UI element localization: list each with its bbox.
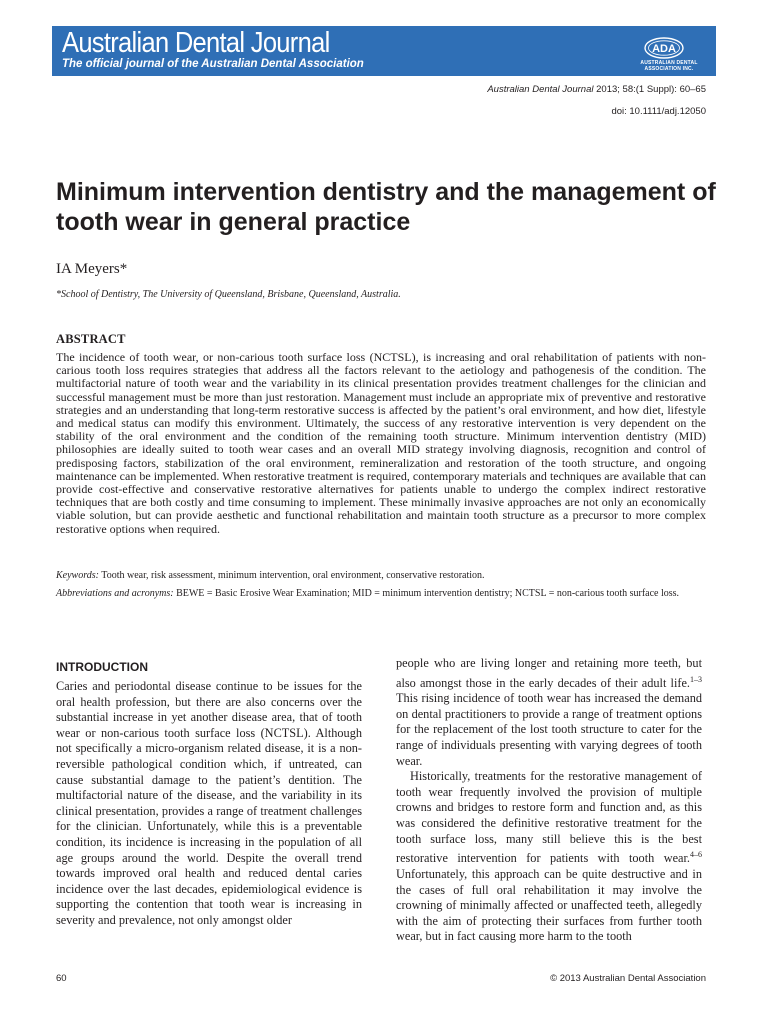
citation-ref-4-6[interactable]: 4–6 [690,850,702,860]
author: IA Meyers* [56,261,128,277]
doi[interactable]: doi: 10.1111/adj.12050 [611,106,706,117]
abbreviations-text: BEWE = Basic Erosive Wear Examination; MID = minimum intervention dentistry; NCTSL = non-carious tooth surface loss. [173,588,680,599]
citation-details: 2013; 58:(1 Suppl): 60–65 [593,84,706,95]
keywords-text: Tooth wear, risk assessment, minimum intervention, oral environment, conservative restoration. [98,570,485,581]
page-number: 60 [56,973,67,984]
citation-line [487,84,706,95]
intro-paragraph-3 [396,769,702,945]
abstract-text: The incidence of tooth wear, or non-carious tooth surface loss (NCTSL), is increasing and oral rehabilitation of patients with non-carious tooth loss requires strategies that address all the factors relevant to the aetiology and pathogenesis of the condition. The multifactorial nature of tooth wear and the variability in its clinical presentation provides treatment challenges for the clinician and successful management must be more than just restoration. Management must include an appropriate mix of preventive and restorative strategies and an understanding that long-term restorative success is affected by the patient’s oral environment, and how diet, lifestyle and medical status can modify this environment. Ultimately, the success of any restorative intervention is very dependent on the stability of the oral environment and the condition of the remaining tooth structure. Minimum intervention dentistry (MID) philosophies are ideally suited to tooth wear cases and an overall MID strategy involving diagnosis, recognition and control of predisposing factors, stabilization of the oral environment, remineralization and restoration of the tooth structure, and ongoing maintenance can be implemented. When restorative treatment is required, contemporary materials and techniques are available that can provide cost-effective and conservative restorative alternatives for patients unable to undergo the complex indirect restorative techniques that are both costly and time consuming to implement. These minimally invasive approaches are not only an economically viable solution, but can provide aesthetic and functional rehabilitation and maintain tooth structure as a precursor to more complex restorative options when required. [56,350,706,536]
journal-tagline: The official journal of the Australian Dental Association [62,58,364,70]
introduction-heading: INTRODUCTION [56,660,148,674]
abstract-heading: ABSTRACT [56,332,126,346]
citation-journal: Australian Dental Journal [487,84,594,95]
article-title: Minimum intervention dentistry and the management of tooth wear in general practice [56,178,716,236]
ada-logo [636,37,700,71]
abbreviations-label: Abbreviations and acronyms: [56,588,174,599]
journal-name: Australian Dental Journal [62,27,330,59]
citation-ref-1-3[interactable]: 1–3 [690,674,702,684]
ada-logo-mark [644,37,684,59]
left-column [56,660,362,929]
p2-text-start: people who are living longer and retaining more teeth, but also amongst those in the early decades of their adult life. [396,656,702,690]
intro-paragraph-2 [396,656,702,769]
keywords [56,570,706,582]
copyright: © 2013 Australian Dental Association [550,973,706,984]
ada-logo-caption: AUSTRALIAN DENTAL ASSOCIATION INC. [640,60,698,72]
abbreviations [56,588,706,600]
journal-banner [52,26,716,76]
keywords-label: Keywords: [56,570,99,581]
ada-logo-letters: ADA [652,43,676,55]
p3-text-end: Unfortunately, this approach can be quite destructive and in the cases of full oral rehabilitation it may involve the crowning of minimally affected or unaffected teeth, allegedly with the aim of protecting their surfaces from further tooth wear, but in fact causing more harm to the tooth [396,866,702,944]
right-column [396,656,702,945]
p2-text-end: This rising incidence of tooth wear has increased the demand on dental practitioners to provide a range of treatment options for the replacement of the lost tooth structure to cater for the range of individuals presenting with varying degrees of tooth wear. [396,691,702,768]
affiliation: *School of Dentistry, The University of Queensland, Brisbane, Queensland, Australia. [56,289,401,300]
p3-text-start: Historically, treatments for the restorative management of tooth wear frequently involved the provision of multiple crowns and bridges to restore form and function and, as this was considered the definitive restorative treatment for the tooth surface loss, many still believe this is the best restorative intervention for patients with tooth wear. [396,769,702,866]
intro-paragraph-1: Caries and periodontal disease continue to be issues for the oral health profession, but there are also concerns over the substantial increase in yet another disease area, that of tooth wear or non-carious tooth surface loss (NCTSL). Although not specifically a micro-organism related disease, it is a non-reversible pathological condition which, if untreated, can cause substantial damage to the patient’s dentition. The multifactorial nature of the disease, and the variability in its clinical presentation, provides a range of treatment challenges for the clinician. Unfortunately, while this is a preventable condition, its incidence is increasing in the population of all age groups around the world. Despite the overall trend towards improved oral health and reduced dental caries incidence over the last decades, epidemiological evidence is supporting the contention that tooth wear is increasing in severity and prevalence, not only amongst older [56,679,362,927]
